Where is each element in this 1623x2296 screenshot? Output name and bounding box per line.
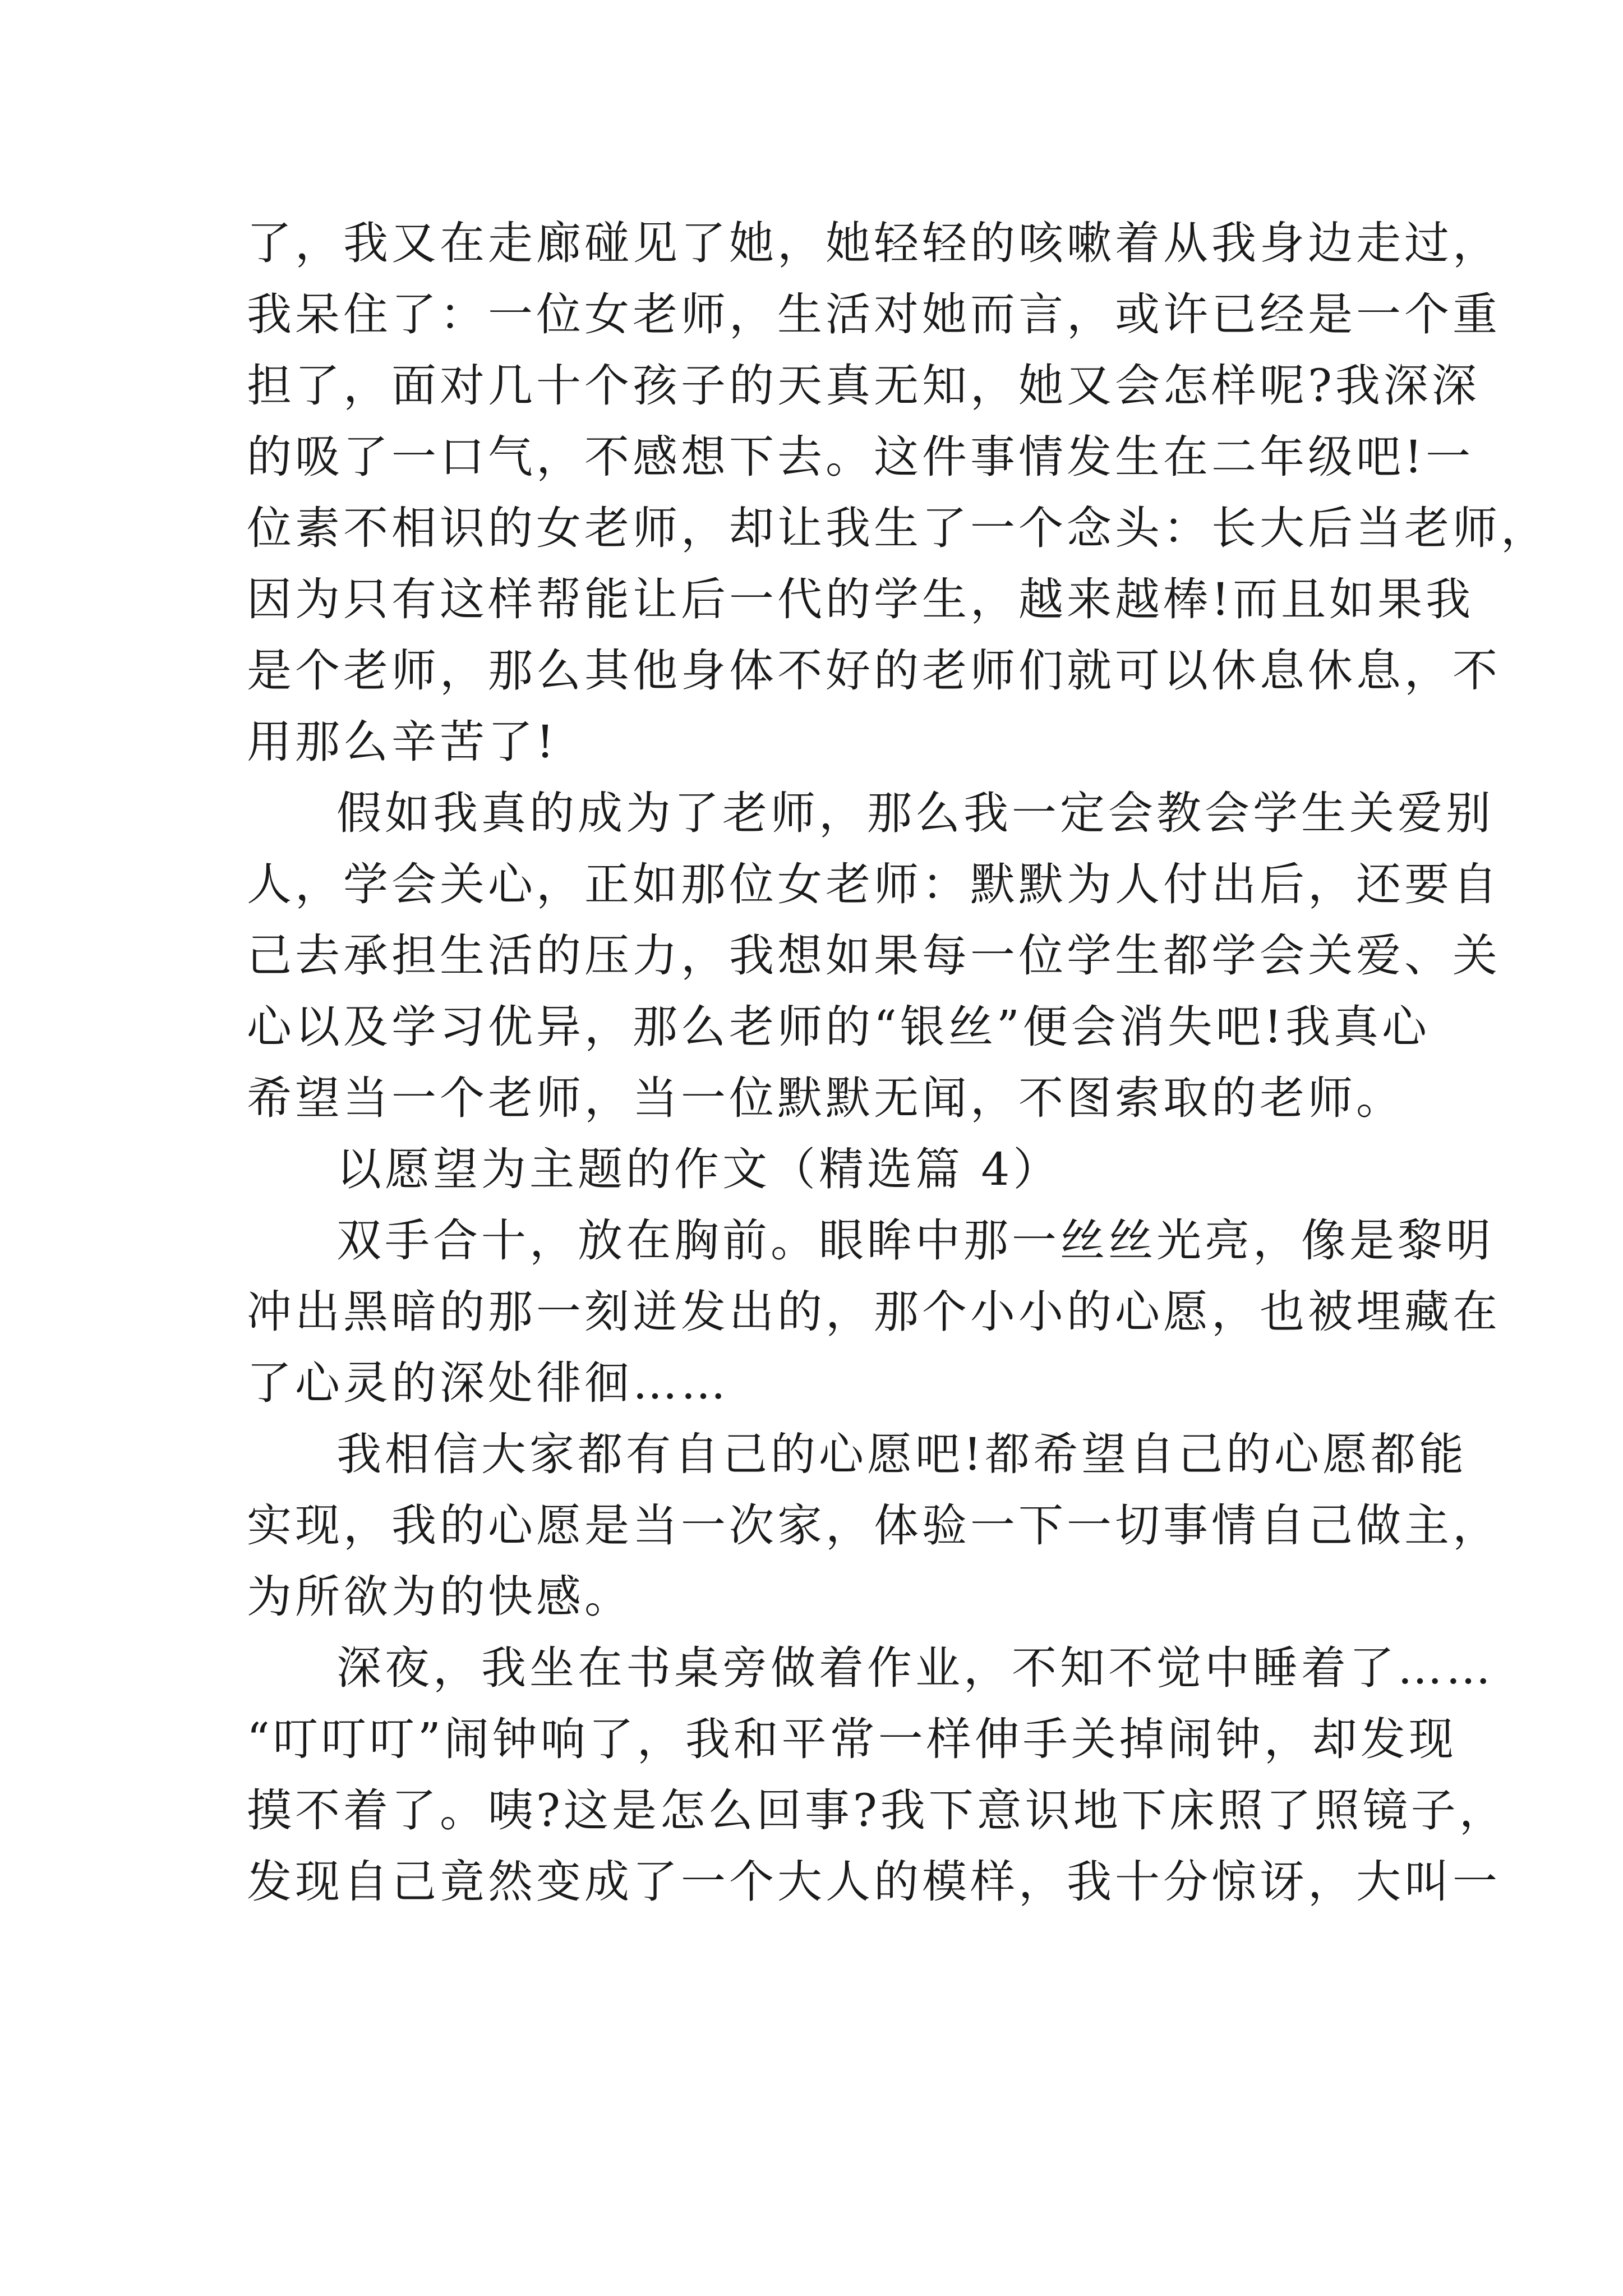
- text-line: 深夜，我坐在书桌旁做着作业，不知不觉中睡着了……: [336, 1642, 1494, 1694]
- text-line: 了心灵的深处徘徊……: [247, 1357, 729, 1409]
- text-line: “叮叮叮”闹钟响了，我和平常一样伸手关掉闹钟，却发现: [247, 1713, 1457, 1765]
- text-line: 是个老师，那么其他身体不好的老师们就可以休息休息，不: [247, 645, 1501, 697]
- text-line: 假如我真的成为了老师，那么我一定会教会学生关爱别: [336, 787, 1494, 839]
- text-line: 摸不着了。咦?这是怎么回事?我下意识地下床照了照镜子，: [247, 1784, 1507, 1837]
- text-line: 希望当一个老师，当一位默默无闻，不图索取的老师。: [247, 1072, 1404, 1124]
- text-line: 了，我又在走廊碰见了她，她轻轻的咳嗽着从我身边走过，: [247, 217, 1501, 269]
- text-line: 我相信大家都有自己的心愿吧!都希望自己的心愿都能: [336, 1428, 1468, 1480]
- text-line: 的吸了一口气，不感想下去。这件事情发生在二年级吧!一: [247, 431, 1474, 483]
- text-line: 因为只有这样帮能让后一代的学生，越来越棒!而且如果我: [247, 573, 1474, 625]
- text-line: 发现自己竟然变成了一个大人的模样，我十分惊讶，大叫一: [247, 1856, 1501, 1908]
- text-line: 双手合十，放在胸前。眼眸中那一丝丝光亮，像是黎明: [336, 1214, 1494, 1267]
- text-line: 为所欲为的快感。: [247, 1571, 633, 1623]
- text-line: 用那么辛苦了!: [247, 716, 558, 768]
- document-body: [247, 208, 1549, 1917]
- text-line: 人，学会关心，正如那位女老师：默默为人付出后，还要自: [247, 858, 1501, 910]
- text-line: 我呆住了：一位女老师，生活对她而言，或许已经是一个重: [247, 288, 1501, 341]
- text-line: 心以及学习优异，那么老师的“银丝”便会消失吧!我真心: [247, 1001, 1430, 1053]
- text-line: 冲出黑暗的那一刻迸发出的，那个小小的心愿，也被埋藏在: [247, 1286, 1501, 1338]
- text-line: 担了，面对几十个孩子的天真无知，她又会怎样呢?我深深: [247, 360, 1480, 412]
- section-heading: 以愿望为主题的作文（精选篇 4）: [336, 1143, 1062, 1195]
- text-line: 位素不相识的女老师，却让我生了一个念头：长大后当老师，: [247, 502, 1549, 554]
- text-line: 实现，我的心愿是当一次家，体验一下一切事情自己做主，: [247, 1499, 1501, 1552]
- text-line: 己去承担生活的压力，我想如果每一位学生都学会关爱、关: [247, 930, 1501, 982]
